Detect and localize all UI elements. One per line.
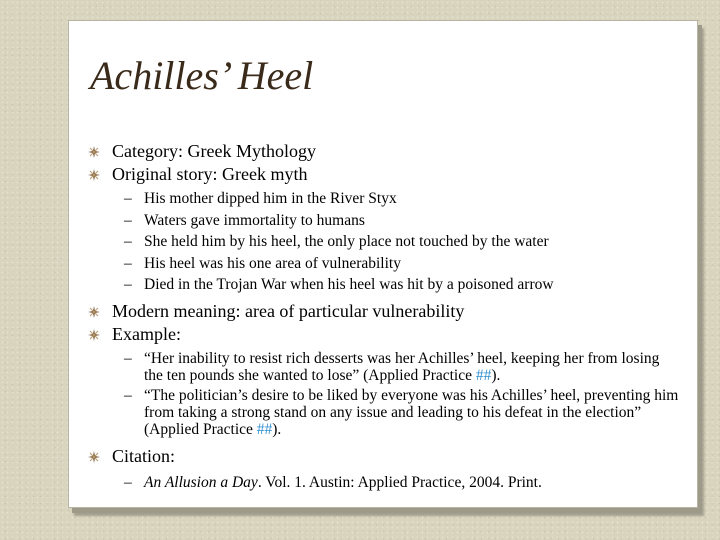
- dash-marker: –: [124, 254, 132, 272]
- origin-points-list: [88, 188, 688, 296]
- bullet-citation: [88, 445, 688, 468]
- citation-details: . Vol. 1. Austin: Applied Practice, 2004. Print.: [257, 473, 542, 491]
- list-item: [124, 387, 688, 438]
- list-item: [124, 472, 688, 494]
- reference-link[interactable]: ##: [475, 366, 492, 384]
- origin-point: She held him by his heel, the only place not touched by the water: [144, 233, 549, 250]
- fleur-bullet-icon: [88, 329, 100, 341]
- example-label: Example:: [112, 323, 181, 344]
- origin-point: Waters gave immortality to humans: [144, 211, 365, 229]
- list-item: [124, 231, 688, 253]
- bullet-original-story: [88, 163, 688, 186]
- list-item: [124, 253, 688, 275]
- list-item: [124, 210, 688, 232]
- bullet-example: [88, 323, 688, 346]
- citation-title: An Allusion a Day: [144, 473, 258, 491]
- example-quote: “Her inability to resist rich desserts was her Achilles’ heel, keeping her from losing the ten pounds she wanted to lose” (Applied Practice: [144, 349, 660, 384]
- quote-end: ).: [272, 420, 282, 438]
- bullet-category: [88, 140, 688, 163]
- category-text: Category: Greek Mythology: [112, 141, 316, 161]
- slide-title: Achilles’ Heel: [90, 53, 314, 98]
- example-list: [88, 350, 688, 438]
- fleur-bullet-icon: [88, 169, 100, 181]
- list-item: [124, 350, 688, 384]
- reference-link[interactable]: ##: [256, 420, 273, 438]
- origin-point: Died in the Trojan War when his heel was hit by a poisoned arrow: [144, 276, 554, 293]
- dash-marker: –: [124, 190, 132, 207]
- origin-point: His heel was his one area of vulnerability: [144, 254, 401, 272]
- original-story-text: Original story: Greek myth: [112, 164, 308, 184]
- quote-end: ).: [491, 366, 501, 384]
- dash-marker: –: [124, 473, 132, 491]
- modern-meaning-text: Modern meaning: area of particular vulnerability: [112, 300, 465, 321]
- fleur-bullet-icon: [88, 306, 100, 318]
- dash-marker: –: [124, 276, 132, 293]
- list-item: [124, 188, 688, 210]
- bullet-modern-meaning: [88, 300, 688, 323]
- dash-marker: –: [124, 349, 132, 367]
- fleur-bullet-icon: [88, 146, 100, 158]
- dash-marker: –: [124, 211, 132, 229]
- dash-marker: –: [124, 386, 132, 404]
- list-item: [124, 274, 688, 296]
- slide-content: [88, 140, 688, 493]
- citation-label: Citation:: [112, 445, 175, 466]
- dash-marker: –: [124, 233, 132, 250]
- origin-point: His mother dipped him in the River Styx: [144, 190, 397, 207]
- citation-list: [88, 472, 688, 494]
- example-quote: “The politician’s desire to be liked by everyone was his Achilles’ heel, preventing him from taking a strong stand on any issue and leading to his defeat in the election” (Applied Practice: [144, 386, 679, 438]
- fleur-bullet-icon: [88, 451, 100, 463]
